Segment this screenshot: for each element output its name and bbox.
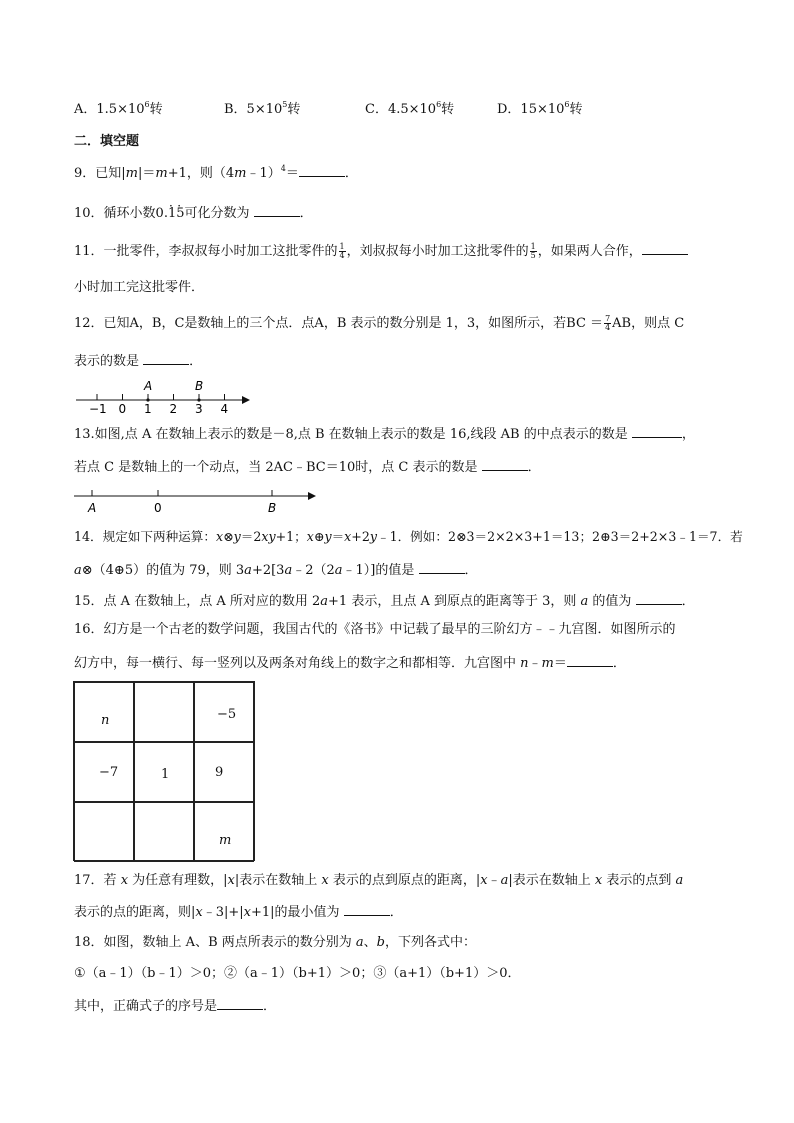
point-b [197, 398, 200, 401]
question-13: 13.如图,点 A 在数轴上表示的数是－8,点 B 在数轴上表示的数是 16,线段 AB 的中点表示的数是 ， [74, 427, 695, 442]
cell-1-3: −5 [194, 682, 254, 742]
question-17-cont: 表示的点的距离，则|x﹣3|+|x+1|的最小值为 ． [74, 905, 403, 920]
answer-blank[interactable] [636, 592, 682, 605]
question-17: 17．若 x 为任意有理数，|x|表示在数轴上 x 表示的点到原点的距离，|x﹣a|表示在数轴上 x 表示的点到 a [74, 873, 684, 888]
question-16: 16．幻方是一个古老的数学问题，我国古代的《洛书》中记载了最早的三阶幻方﹣﹣九宫图．如图所示的 [74, 622, 676, 637]
answer-blank[interactable] [482, 458, 528, 471]
magic-square [73, 681, 255, 861]
option-d: D．$15\times 10^6$转 [497, 100, 583, 117]
answer-blank[interactable] [344, 903, 390, 916]
axis-arrow [242, 396, 250, 404]
answer-blank[interactable] [419, 561, 465, 574]
cell-3-2 [134, 802, 194, 862]
question-12: 12．已知A，B，C是数轴上的三个点．点A，B 表示的数分别是 1，3，如图所示，若BC ＝ $\frac{7}{4}$ AB，则点 C [74, 314, 685, 332]
question-16-cont: 幻方中，每一横行、每一竖列以及两条对角线上的数字之和都相等．九宫图中 n﹣m＝ ． [74, 656, 626, 671]
answer-blank[interactable] [642, 242, 688, 255]
question-18: 18．如图，数轴上 A、B 两点所表示的数分别为 a、b，下列各式中： [74, 935, 477, 950]
question-13-cont: 若点 C 是数轴上的一个动点，当 2AC﹣BC＝10时，点 C 表示的数是 ． [74, 460, 541, 475]
answer-blank[interactable] [567, 654, 613, 667]
option-b: B．$5\times 10^5$转 [224, 100, 301, 117]
question-18-cont: 其中，正确式子的序号是 ． [74, 999, 277, 1014]
cell-2-1: −7 [74, 742, 134, 802]
question-11: 11．一批零件，李叔叔每小时加工这批零件的 $\frac{1}{4}$ ，刘叔叔每小时加工这批零件的 $\frac{1}{5}$ ，如果两人合作， [74, 242, 688, 261]
label-b: B [195, 379, 204, 393]
answer-blank[interactable] [143, 352, 189, 365]
label-a: A [144, 379, 153, 393]
label-zero: 0 [154, 501, 162, 515]
answer-blank[interactable] [299, 164, 345, 177]
answer-blank[interactable] [254, 204, 300, 217]
tick-label: 3 [195, 402, 203, 416]
point-a [146, 398, 149, 401]
tick-label: 0 [118, 402, 127, 416]
cell-1-2 [134, 682, 194, 742]
cell-1-1: n [74, 682, 134, 742]
question-11-cont: 小时加工完这批零件． [74, 280, 205, 295]
axis-arrow [308, 492, 316, 500]
label-b: B [268, 501, 277, 515]
question-14: 14．规定如下两种运算：x⊗y＝2xy+1；x⊕y＝x+2y﹣1．例如：2⊗3＝2×2×3+1＝13；2⊕3＝2+2×3﹣1＝7．若 [74, 529, 743, 544]
question-9: 9．已知|m|＝m+1，则（4m﹣1）$^4$＝ ． [74, 164, 358, 181]
tick-label: 4 [220, 402, 229, 416]
question-18-options: ①（a﹣1）（b﹣1）＞0；②（a﹣1）（b+1）＞0；③（a+1）（b+1）＞0． [74, 966, 521, 981]
number-line-2 [72, 484, 322, 518]
cell-3-1 [74, 802, 134, 862]
answer-blank[interactable] [217, 997, 263, 1010]
label-a: A [88, 501, 97, 515]
number-line-1 [72, 376, 252, 416]
fraction-1-5: $\frac{1}{5}$ [530, 242, 536, 260]
cell-2-3: 9 [194, 742, 254, 802]
cell-2-2: 1 [134, 742, 194, 802]
tick-label: −1 [89, 402, 107, 416]
option-c: C．$4.5\times 10^6$转 [365, 100, 455, 117]
question-12-cont: 表示的数是 ． [74, 354, 203, 369]
tick-label: 1 [144, 402, 152, 416]
answer-blank[interactable] [632, 425, 682, 438]
option-a: A．$1.5\times 10^6$转 [74, 100, 163, 117]
question-10: 10．循环小数0.· 1· 5可化分数为 ． [74, 204, 313, 223]
section-title: 二．填空题 [74, 134, 140, 149]
cell-3-3: m [194, 802, 254, 862]
question-15: 15．点 A 在数轴上，点 A 所对应的数用 2a+1 表示，且点 A 到原点的距离等于 3，则 a 的值为 ． [74, 594, 695, 609]
fraction-1-4: $\frac{1}{4}$ [339, 242, 345, 260]
question-14-cont: a⊗（4⊕5）的值为 79，则 3a+2[3a﹣2（2a﹣1）]的值是 ． [74, 563, 478, 578]
fraction-7-4: $\frac{7}{4}$ [605, 314, 611, 332]
tick-label: 2 [169, 402, 178, 416]
